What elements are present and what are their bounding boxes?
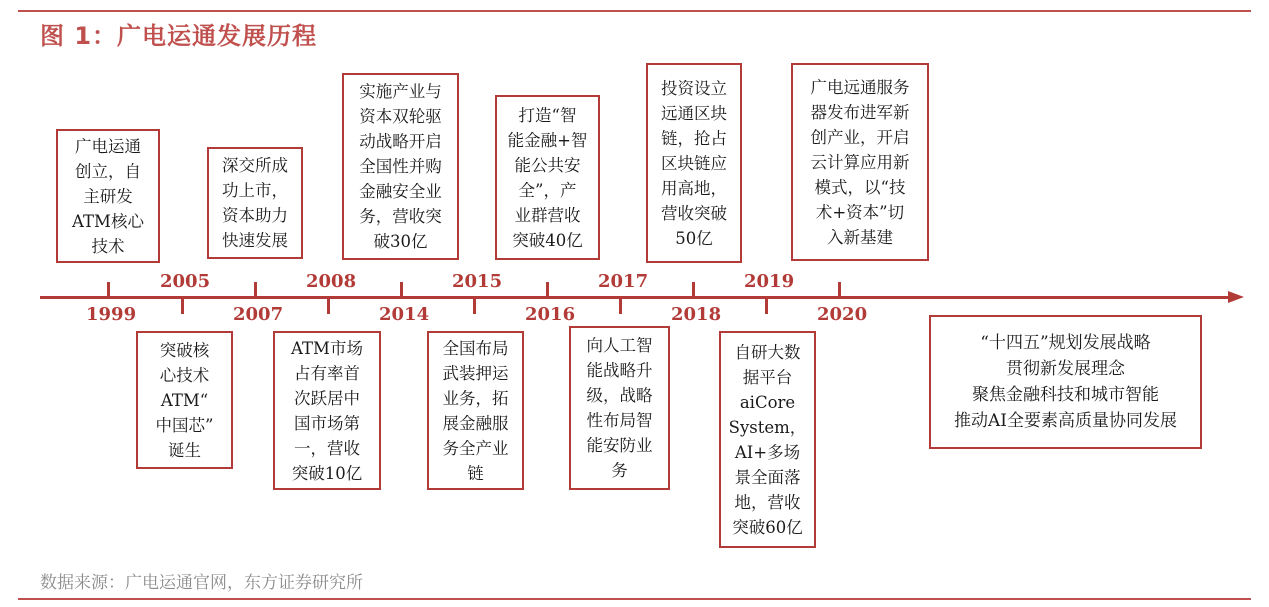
year-label: 1999 xyxy=(86,304,137,325)
tick-2014 xyxy=(400,282,403,298)
tick-2019 xyxy=(765,298,768,314)
event-text: ATM市场 占有率首 次跃居中 国市场第 一，营收 突破10亿 xyxy=(291,338,363,483)
event-text: 广电远通服务 器发布进军新 创产业，开启 云计算应用新 模式，以“技 术+资本”切 入新基建 xyxy=(810,77,910,247)
figure-title: 图 1：广电运通发展历程 xyxy=(40,22,318,50)
event-box-2005 xyxy=(136,331,233,469)
timeline-arrowhead xyxy=(1228,291,1244,303)
year-label: 2014 xyxy=(379,304,430,325)
event-box-2020 xyxy=(791,63,929,261)
event-box-future xyxy=(929,315,1202,449)
tick-2007 xyxy=(254,282,257,298)
event-text: 广电运通 创立，自 主研发 ATM核心 技术 xyxy=(72,136,144,256)
year-label: 2020 xyxy=(817,304,868,325)
bottom-rule xyxy=(18,598,1251,600)
source-note: 数据来源：广电运通官网，东方证券研究所 xyxy=(40,573,363,593)
event-text: 突破核 心技术 ATM“ 中国芯” 诞生 xyxy=(155,340,214,460)
event-box-2015 xyxy=(427,331,524,490)
tick-2005 xyxy=(181,298,184,314)
year-label: 2007 xyxy=(233,304,284,325)
tick-2015 xyxy=(473,298,476,314)
event-box-1999 xyxy=(56,129,160,263)
year-label: 2005 xyxy=(160,271,211,292)
tick-2008 xyxy=(327,298,330,314)
event-text: 投资设立 远通区块 链，抢占 区块链应 用高地， 营收突破 50亿 xyxy=(661,78,727,248)
tick-1999 xyxy=(107,282,110,298)
event-box-2008 xyxy=(273,331,381,490)
tick-2016 xyxy=(546,282,549,298)
event-box-2016 xyxy=(495,95,600,260)
year-label: 2018 xyxy=(671,304,722,325)
year-label: 2008 xyxy=(306,271,357,292)
event-text: “十四五”规划发展战略 贯彻新发展理念 聚焦金融科技和城市智能 推动AI全要素高质量协同发展 xyxy=(954,333,1177,431)
timeline-axis xyxy=(40,296,1230,299)
top-rule xyxy=(18,10,1251,12)
year-label: 2019 xyxy=(744,271,795,292)
tick-2020 xyxy=(838,282,841,298)
year-label: 2017 xyxy=(598,271,649,292)
year-label: 2015 xyxy=(452,271,503,292)
event-text: 自研大数 据平台 aiCore System， AI+多场 景全面落 地，营收 突破60亿 xyxy=(728,342,807,537)
event-box-2017 xyxy=(569,326,670,490)
event-text: 打造“智 能金融+智 能公共安 全”，产 业群营收 突破40亿 xyxy=(507,105,588,250)
event-box-2014 xyxy=(342,73,459,260)
event-box-2018 xyxy=(646,63,742,263)
tick-2017 xyxy=(619,298,622,314)
event-box-2019 xyxy=(719,331,816,548)
event-text: 向人工智 能战略升 级，战略 性布局智 能安防业 务 xyxy=(586,336,653,480)
tick-2018 xyxy=(692,282,695,298)
event-text: 深交所成 功上市， 资本助力 快速发展 xyxy=(222,156,288,250)
event-box-2007 xyxy=(207,147,303,259)
event-text: 全国布局 武装押运 业务，拓 展金融服 务全产业 链 xyxy=(442,338,509,483)
event-text: 实施产业与 资本双轮驱 动战略开启 全国性并购 金融安全业 务，营收突 破30亿 xyxy=(359,82,442,251)
year-label: 2016 xyxy=(525,304,576,325)
